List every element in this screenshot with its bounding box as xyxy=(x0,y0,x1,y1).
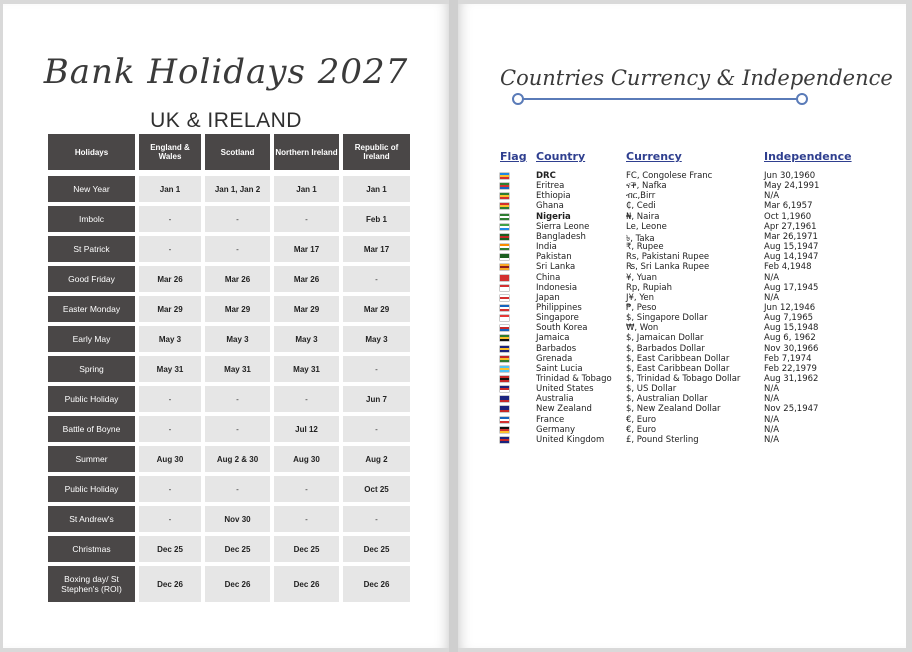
independence-date: N/A xyxy=(764,191,780,202)
currency-name: ¥, Yuan xyxy=(626,272,658,283)
holiday-date-cell: Oct 25 xyxy=(343,476,410,502)
currency-name: ₨, Sri Lanka Rupee xyxy=(626,262,710,273)
currency-name: ብር,Birr xyxy=(626,191,656,202)
currency-name: ৳, Taka xyxy=(626,233,655,244)
title-underline xyxy=(516,98,800,100)
holiday-date-cell: - xyxy=(139,206,201,232)
independence-date: Aug 14,1947 xyxy=(764,252,819,263)
holiday-date-cell: Aug 2 xyxy=(343,446,410,472)
independence-date: Jun 30,1960 xyxy=(764,171,816,181)
country-row xyxy=(458,435,906,445)
country-row xyxy=(458,201,906,211)
holiday-date-cell: - xyxy=(274,386,339,412)
holiday-date-cell: - xyxy=(205,206,270,232)
flag-icon xyxy=(500,234,509,240)
independence-date: Aug 7,1965 xyxy=(764,313,814,324)
independence-date: Oct 1,1960 xyxy=(764,211,812,222)
independence-date: Mar 6,1957 xyxy=(764,201,813,212)
country-name: Saint Lucia xyxy=(536,363,583,374)
holiday-name: New Year xyxy=(48,176,135,202)
holiday-date-cell: - xyxy=(139,506,201,532)
holiday-date-cell: Dec 26 xyxy=(139,566,201,602)
flag-icon xyxy=(500,437,509,443)
country-row xyxy=(458,222,906,232)
currency-name: ናቕ, Nafka xyxy=(626,181,667,192)
country-name: Jamaica xyxy=(536,333,570,344)
holiday-date-cell: - xyxy=(205,416,270,442)
country-name: New Zealand xyxy=(536,404,592,415)
holiday-date-cell: Jul 12 xyxy=(274,416,339,442)
flag-icon xyxy=(500,183,509,189)
currency-name: FC, Congolese Franc xyxy=(626,171,713,181)
country-row xyxy=(458,232,906,242)
country-name: Barbados xyxy=(536,343,577,354)
holiday-date-cell: - xyxy=(343,356,410,382)
column-header: Holidays xyxy=(48,134,135,170)
independence-date: Nov 25,1947 xyxy=(764,404,819,415)
holiday-date-cell: Mar 29 xyxy=(343,296,410,322)
holiday-name: Summer xyxy=(48,446,135,472)
holiday-date-cell: May 3 xyxy=(139,326,201,352)
country-name: India xyxy=(536,242,557,253)
header-country: Country xyxy=(536,150,586,163)
country-name: Sri Lanka xyxy=(536,262,576,273)
country-row xyxy=(458,293,906,303)
independence-date: N/A xyxy=(764,384,780,395)
country-row xyxy=(458,333,906,343)
holiday-date-cell: - xyxy=(139,386,201,412)
country-name: Germany xyxy=(536,424,576,435)
currency-name: €, Euro xyxy=(626,424,657,435)
currency-page-title: Countries Currency & Independence xyxy=(500,66,893,90)
holiday-date-cell: - xyxy=(205,476,270,502)
holiday-date-cell: - xyxy=(274,506,339,532)
page-subtitle: UK & IRELAND xyxy=(150,109,302,132)
holiday-date-cell: May 3 xyxy=(274,326,339,352)
holiday-name: St Andrew's xyxy=(48,506,135,532)
flag-icon xyxy=(500,396,509,402)
holiday-name: St Patrick xyxy=(48,236,135,262)
holiday-date-cell: Mar 26 xyxy=(139,266,201,292)
flag-icon xyxy=(500,275,509,281)
holiday-date-cell: Mar 29 xyxy=(139,296,201,322)
currency-name: $, New Zealand Dollar xyxy=(626,404,721,415)
currency-name: $, Singapore Dollar xyxy=(626,313,708,324)
holiday-name: Good Friday xyxy=(48,266,135,292)
holiday-date-cell: Dec 26 xyxy=(274,566,339,602)
country-row xyxy=(458,415,906,425)
country-row xyxy=(458,313,906,323)
currency-name: €, Euro xyxy=(626,414,657,425)
holiday-name: Spring xyxy=(48,356,135,382)
column-header: Northern Ireland xyxy=(274,134,339,170)
independence-date: May 24,1991 xyxy=(764,181,820,192)
country-row xyxy=(458,374,906,384)
right-page xyxy=(458,4,906,648)
country-name: United States xyxy=(536,384,594,395)
independence-date: N/A xyxy=(764,292,780,303)
independence-date: Apr 27,1961 xyxy=(764,221,817,232)
holiday-date-cell: Aug 2 & 30 xyxy=(205,446,270,472)
country-row xyxy=(458,212,906,222)
country-row xyxy=(458,171,906,181)
holiday-date-cell: Nov 30 xyxy=(205,506,270,532)
flag-icon xyxy=(500,427,509,433)
flag-icon xyxy=(500,325,509,331)
country-name: Eritrea xyxy=(536,181,565,192)
holiday-name: Public Holiday xyxy=(48,476,135,502)
holiday-date-cell: Mar 17 xyxy=(274,236,339,262)
country-row xyxy=(458,191,906,201)
currency-name: J¥, Yen xyxy=(626,292,654,303)
currency-name: Rs, Pakistani Rupee xyxy=(626,252,710,263)
flag-icon xyxy=(500,406,509,412)
country-name: Ethiopia xyxy=(536,191,571,202)
flag-icon xyxy=(500,366,509,372)
holiday-date-cell: Dec 25 xyxy=(139,536,201,562)
left-page xyxy=(3,4,449,648)
country-name: Bangladesh xyxy=(536,231,586,242)
page-title: Bank Holidays 2027 xyxy=(43,52,409,92)
currency-name: ₱, Peso xyxy=(626,302,657,313)
holiday-date-cell: Feb 1 xyxy=(343,206,410,232)
holiday-date-cell: - xyxy=(274,206,339,232)
country-name: Japan xyxy=(536,292,560,303)
independence-date: N/A xyxy=(764,424,780,435)
underline-right-dot xyxy=(796,93,808,105)
country-row xyxy=(458,303,906,313)
holiday-date-cell: Mar 29 xyxy=(205,296,270,322)
flag-icon xyxy=(500,295,509,301)
currency-name: $, Barbados Dollar xyxy=(626,343,705,354)
country-name: Singapore xyxy=(536,313,579,324)
country-row xyxy=(458,394,906,404)
holiday-date-cell: - xyxy=(139,236,201,262)
currency-name: $, Jamaican Dollar xyxy=(626,333,704,344)
country-row xyxy=(458,425,906,435)
currency-name: ₹, Rupee xyxy=(626,242,664,253)
holiday-date-cell: Dec 25 xyxy=(343,536,410,562)
flag-icon xyxy=(500,264,509,270)
currency-name: $, Trinidad & Tobago Dollar xyxy=(626,374,741,384)
country-name: Philippines xyxy=(536,302,582,313)
holiday-name: Early May xyxy=(48,326,135,352)
independence-date: Mar 26,1971 xyxy=(764,231,818,242)
header-flag: Flag xyxy=(500,150,527,163)
column-header: England & Wales xyxy=(139,134,201,170)
flag-icon xyxy=(500,386,509,392)
country-row xyxy=(458,262,906,272)
independence-date: Feb 7,1974 xyxy=(764,353,812,364)
holiday-date-cell: May 31 xyxy=(139,356,201,382)
flag-icon xyxy=(500,285,509,291)
country-name: South Korea xyxy=(536,323,588,334)
holiday-date-cell: Jan 1, Jan 2 xyxy=(205,176,270,202)
flag-icon xyxy=(500,335,509,341)
country-row xyxy=(458,364,906,374)
underline-left-dot xyxy=(512,93,524,105)
country-row xyxy=(458,242,906,252)
holiday-date-cell: May 31 xyxy=(274,356,339,382)
holiday-date-cell: Aug 30 xyxy=(274,446,339,472)
country-name: Indonesia xyxy=(536,282,578,293)
country-row xyxy=(458,384,906,394)
flag-icon xyxy=(500,244,509,250)
independence-date: Aug 6, 1962 xyxy=(764,333,816,344)
holiday-date-cell: - xyxy=(343,506,410,532)
country-name: Trinidad & Tobago xyxy=(536,374,612,384)
holiday-date-cell: Dec 25 xyxy=(205,536,270,562)
header-independence: Independence xyxy=(764,150,852,163)
currency-name: $, East Caribbean Dollar xyxy=(626,353,730,364)
holiday-date-cell: - xyxy=(139,476,201,502)
country-name: Pakistan xyxy=(536,252,572,263)
independence-date: Aug 31,1962 xyxy=(764,374,819,384)
holiday-date-cell: May 3 xyxy=(205,326,270,352)
country-name: Ghana xyxy=(536,201,564,212)
holiday-date-cell: Dec 25 xyxy=(274,536,339,562)
flag-icon xyxy=(500,193,509,199)
book-gutter xyxy=(449,0,458,652)
independence-date: Aug 15,1947 xyxy=(764,242,819,253)
holiday-date-cell: - xyxy=(343,416,410,442)
currency-name: $, East Caribbean Dollar xyxy=(626,363,730,374)
independence-date: N/A xyxy=(764,434,780,445)
holiday-name: Easter Monday xyxy=(48,296,135,322)
holiday-date-cell: Dec 26 xyxy=(343,566,410,602)
holiday-date-cell: Jan 1 xyxy=(274,176,339,202)
flag-icon xyxy=(500,346,509,352)
holiday-date-cell: Mar 17 xyxy=(343,236,410,262)
flag-icon xyxy=(500,305,509,311)
holiday-date-cell: - xyxy=(205,236,270,262)
holiday-date-cell: May 31 xyxy=(205,356,270,382)
holiday-date-cell: Jan 1 xyxy=(343,176,410,202)
independence-date: Jun 12,1946 xyxy=(764,302,816,313)
holiday-date-cell: - xyxy=(205,386,270,412)
flag-icon xyxy=(500,203,509,209)
flag-icon xyxy=(500,214,509,220)
currency-name: $, Australian Dollar xyxy=(626,394,708,405)
holiday-date-cell: Jun 7 xyxy=(343,386,410,412)
country-name: Sierra Leone xyxy=(536,221,590,232)
holiday-date-cell: Jan 1 xyxy=(139,176,201,202)
flag-icon xyxy=(500,173,509,179)
holiday-date-cell: May 3 xyxy=(343,326,410,352)
country-row xyxy=(458,181,906,191)
currency-name: ₦, Naira xyxy=(626,211,660,222)
independence-date: Aug 15,1948 xyxy=(764,323,819,334)
holiday-name: Imbolc xyxy=(48,206,135,232)
currency-name: Le, Leone xyxy=(626,221,667,232)
holiday-name: Christmas xyxy=(48,536,135,562)
currency-name: $, US Dollar xyxy=(626,384,677,395)
currency-name: ₵, Cedi xyxy=(626,201,656,212)
holiday-date-cell: - xyxy=(343,266,410,292)
independence-date: N/A xyxy=(764,414,780,425)
country-row xyxy=(458,404,906,414)
country-row xyxy=(458,344,906,354)
holiday-date-cell: - xyxy=(139,416,201,442)
country-name: Grenada xyxy=(536,353,573,364)
country-row xyxy=(458,252,906,262)
header-currency: Currency xyxy=(626,150,682,163)
flag-icon xyxy=(500,417,509,423)
flag-icon xyxy=(500,356,509,362)
country-name: China xyxy=(536,272,561,283)
holiday-date-cell: Mar 26 xyxy=(274,266,339,292)
country-row xyxy=(458,354,906,364)
holiday-name: Battle of Boyne xyxy=(48,416,135,442)
independence-date: Aug 17,1945 xyxy=(764,282,819,293)
flag-icon xyxy=(500,315,509,321)
column-header: Republic of Ireland xyxy=(343,134,410,170)
country-row xyxy=(458,283,906,293)
currency-name: £, Pound Sterling xyxy=(626,434,699,445)
independence-date: N/A xyxy=(764,272,780,283)
flag-icon xyxy=(500,254,509,260)
country-name: DRC xyxy=(536,171,556,181)
independence-date: Nov 30,1966 xyxy=(764,343,819,354)
holiday-date-cell: Mar 26 xyxy=(205,266,270,292)
independence-date: Feb 4,1948 xyxy=(764,262,812,273)
currency-name: ₩, Won xyxy=(626,323,659,334)
flag-icon xyxy=(500,376,509,382)
holiday-name: Public Holiday xyxy=(48,386,135,412)
column-header: Scotland xyxy=(205,134,270,170)
currency-name: Rp, Rupiah xyxy=(626,282,672,293)
country-name: United Kingdom xyxy=(536,434,605,445)
country-name: France xyxy=(536,414,565,425)
country-row xyxy=(458,273,906,283)
holiday-name: Boxing day/ St Stephen's (ROI) xyxy=(48,566,135,602)
country-name: Australia xyxy=(536,394,574,405)
independence-date: N/A xyxy=(764,394,780,405)
country-name: Nigeria xyxy=(536,211,571,222)
country-row xyxy=(458,323,906,333)
independence-date: Feb 22,1979 xyxy=(764,363,817,374)
flag-icon xyxy=(500,224,509,230)
holiday-date-cell: Mar 29 xyxy=(274,296,339,322)
holiday-date-cell: Aug 30 xyxy=(139,446,201,472)
holiday-date-cell: - xyxy=(274,476,339,502)
holiday-date-cell: Dec 26 xyxy=(205,566,270,602)
